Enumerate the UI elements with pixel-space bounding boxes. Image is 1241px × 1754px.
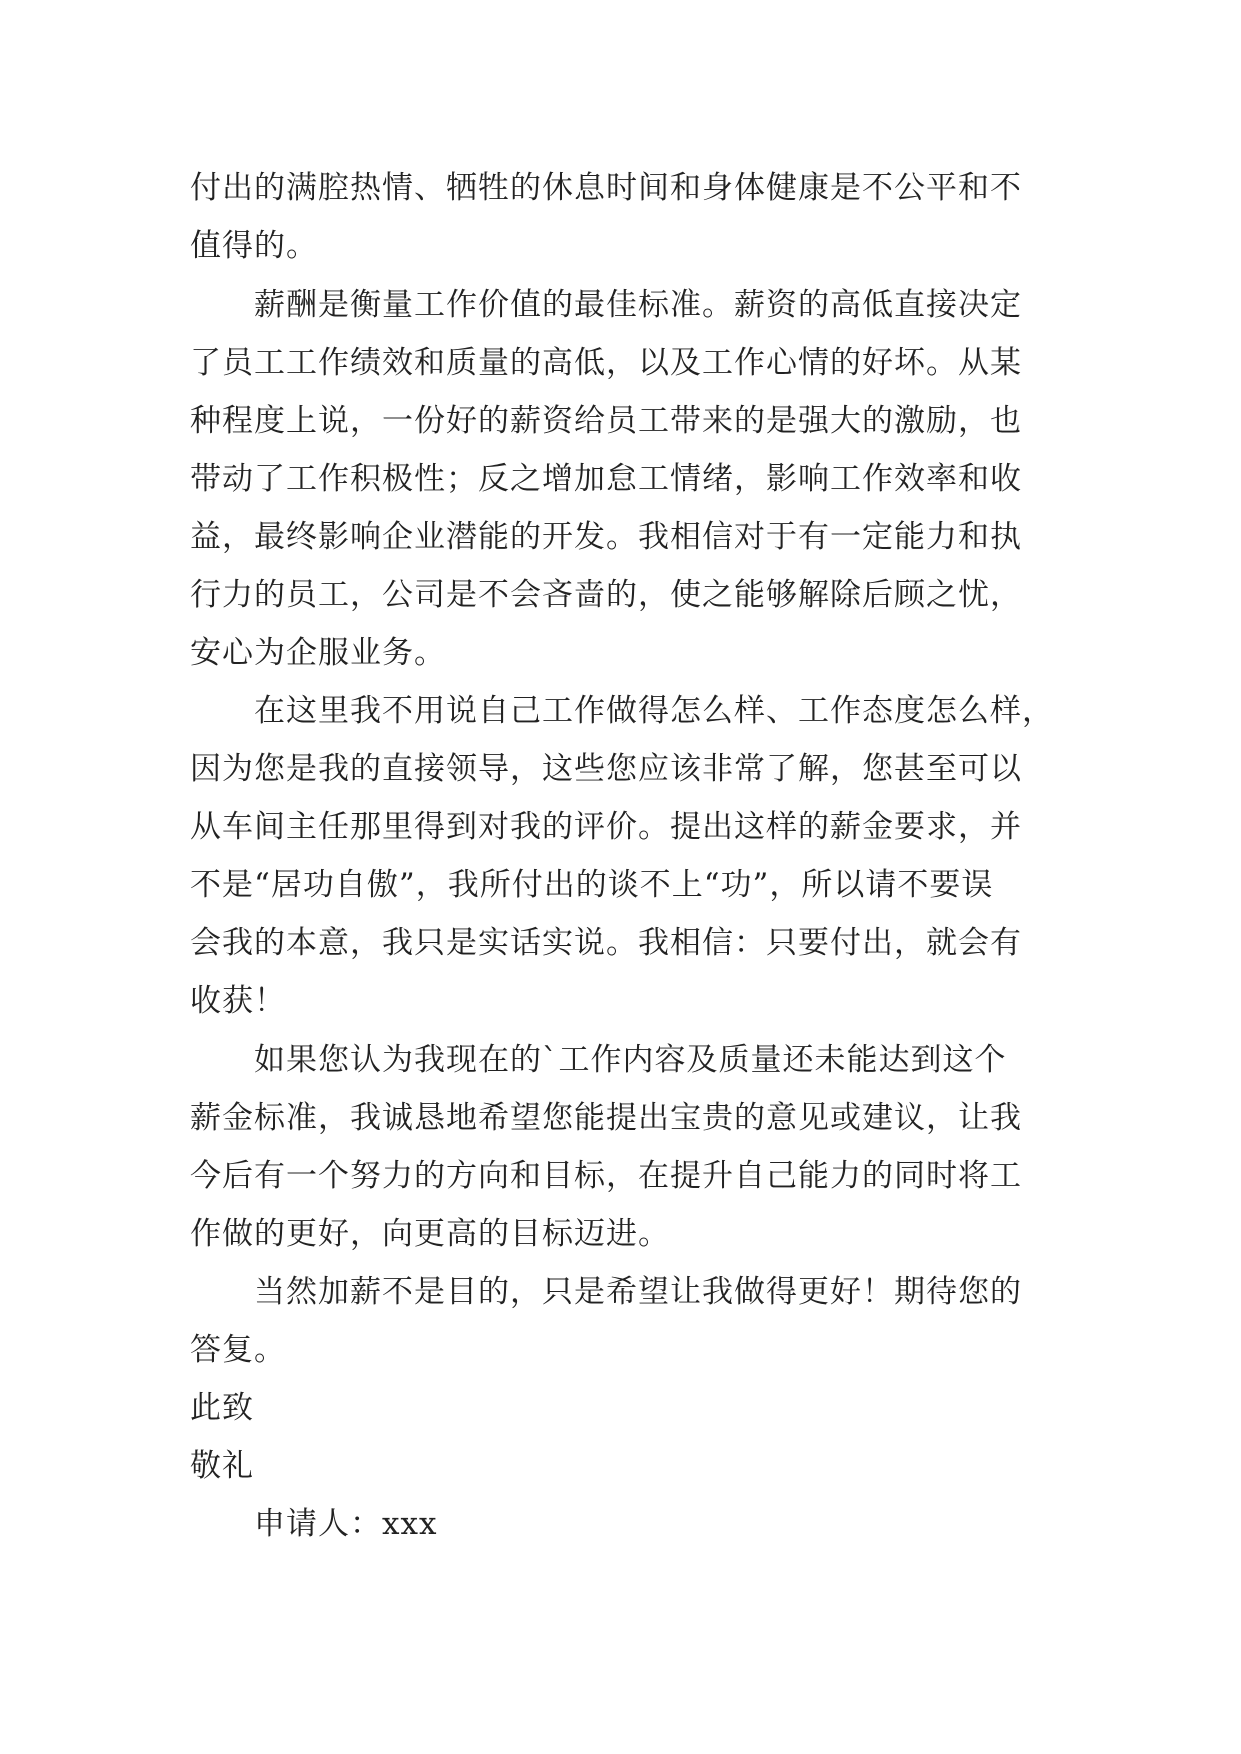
closing-jingli: 敬礼 xyxy=(190,1448,254,1484)
body-line-9: 安心为企服业务。 xyxy=(190,635,446,671)
body-line-20: 当然加薪不是目的，只是希望让我做得更好！期待您的 xyxy=(254,1274,1022,1310)
body-line-7: 益，最终影响企业潜能的开发。我相信对于有一定能力和执 xyxy=(190,519,1022,555)
body-line-3: 薪酬是衡量工作价值的最佳标准。薪资的高低直接决定 xyxy=(254,287,1022,323)
body-line-21: 答复。 xyxy=(190,1332,286,1368)
body-line-12: 从车间主任那里得到对我的评价。提出这样的薪金要求，并 xyxy=(190,809,1022,845)
applicant-signature: 申请人：xxx xyxy=(254,1506,438,1542)
body-line-10: 在这里我不用说自己工作做得怎么样、工作态度怎么样， xyxy=(254,693,1054,729)
body-line-19: 作做的更好，向更高的目标迈进。 xyxy=(190,1216,670,1252)
body-line-8: 行力的员工，公司是不会吝啬的，使之能够解除后顾之忧， xyxy=(190,577,1022,613)
body-line-5: 种程度上说，一份好的薪资给员工带来的是强大的激励，也 xyxy=(190,403,1022,439)
closing-cizhi: 此致 xyxy=(190,1390,254,1426)
body-line-16: 如果您认为我现在的`工作内容及质量还未能达到这个 xyxy=(254,1042,1007,1078)
body-line-11: 因为您是我的直接领导，这些您应该非常了解，您甚至可以 xyxy=(190,751,1022,787)
body-line-6: 带动了工作积极性；反之增加怠工情绪，影响工作效率和收 xyxy=(190,461,1022,497)
body-line-15: 收获！ xyxy=(190,983,286,1019)
body-line-18: 今后有一个努力的方向和目标，在提升自己能力的同时将工 xyxy=(190,1158,1022,1194)
body-line-1: 付出的满腔热情、牺牲的休息时间和身体健康是不公平和不 xyxy=(190,170,1022,206)
body-line-4: 了员工工作绩效和质量的高低，以及工作心情的好坏。从某 xyxy=(190,345,1022,381)
body-line-13: 不是“居功自傲”，我所付出的谈不上“功”，所以请不要误 xyxy=(190,867,994,903)
body-line-2: 值得的。 xyxy=(190,228,318,264)
body-line-14: 会我的本意，我只是实话实说。我相信：只要付出，就会有 xyxy=(190,925,1022,961)
body-line-17: 薪金标准，我诚恳地希望您能提出宝贵的意见或建议，让我 xyxy=(190,1100,1022,1136)
